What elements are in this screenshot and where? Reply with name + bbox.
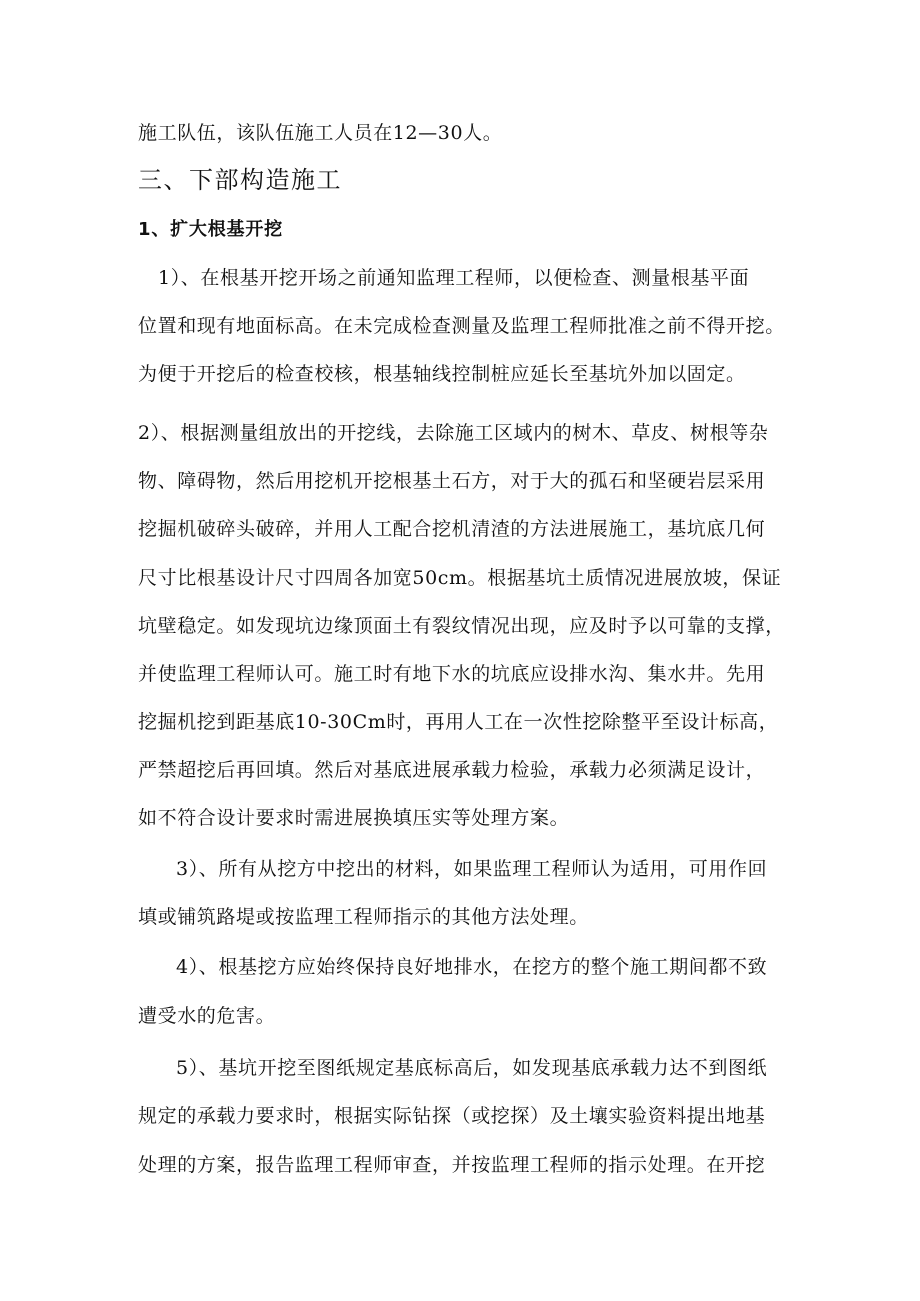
paragraph-line: 坑壁稳定。如发现坑边缘顶面土有裂纹情况出现，应及时予以可靠的支撑， bbox=[138, 615, 785, 637]
paragraph-line: 填或铺筑路堤或按监理工程师指示的其他方法处理。 bbox=[138, 906, 589, 928]
paragraph-line: 为便于开挖后的检查校核，根基轴线控制桩应延长至基坑外加以固定。 bbox=[138, 363, 746, 385]
paragraph-line: 物、障碍物，然后用挖机开挖根基土石方，对于大的孤石和坚硬岩层采用 bbox=[138, 470, 766, 492]
paragraph-line: 3）、所有从挖方中挖出的材料，如果监理工程师认为适用，可用作回 bbox=[176, 858, 768, 880]
paragraph-line: 2）、根据测量组放出的开挖线，去除施工区域内的树木、草皮、树根等杂 bbox=[138, 422, 769, 444]
paragraph-line: 严禁超挖后再回填。然后对基底进展承载力检验，承载力必须满足设计， bbox=[138, 759, 766, 781]
paragraph-line: 并使监理工程师认可。施工时有地下水的坑底应设排水沟、集水井。先用 bbox=[138, 663, 766, 685]
paragraph-line: 1）、在根基开挖开场之前通知监理工程师，以便检查、测量根基平面 bbox=[158, 267, 750, 289]
paragraph-line: 遭受水的危害。 bbox=[138, 1005, 276, 1027]
section-heading: 三、下部构造施工 bbox=[138, 166, 342, 194]
intro-line: 施工队伍，该队伍施工人员在12—30人。 bbox=[138, 122, 503, 144]
paragraph-line: 挖掘机挖到距基底10-30Cm时，再用人工在一次性挖除整平至设计标高， bbox=[138, 711, 779, 733]
paragraph-line: 尺寸比根基设计尺寸四周各加宽50cm。根据基坑土质情况进展放坡，保证 bbox=[138, 567, 782, 589]
paragraph-line: 5）、基坑开挖至图纸规定基底标高后，如发现基底承载力达不到图纸 bbox=[176, 1057, 768, 1079]
paragraph-line: 处理的方案，报告监理工程师审查，并按监理工程师的指示处理。在开挖 bbox=[138, 1154, 766, 1176]
paragraph-line: 位置和现有地面标高。在未完成检查测量及监理工程师批准之前不得开挖。 bbox=[138, 315, 785, 337]
subsection-heading: 1、扩大根基开挖 bbox=[138, 219, 283, 240]
paragraph-line: 规定的承载力要求时，根据实际钻探（或挖探）及土壤实验资料提出地基 bbox=[138, 1105, 766, 1127]
paragraph-line: 挖掘机破碎头破碎，并用人工配合挖机清渣的方法进展施工，基坑底几何 bbox=[138, 518, 766, 540]
paragraph-line: 如不符合设计要求时需进展换填压实等处理方案。 bbox=[138, 807, 570, 829]
paragraph-line: 4）、根基挖方应始终保持良好地排水，在挖方的整个施工期间都不致 bbox=[176, 956, 768, 978]
